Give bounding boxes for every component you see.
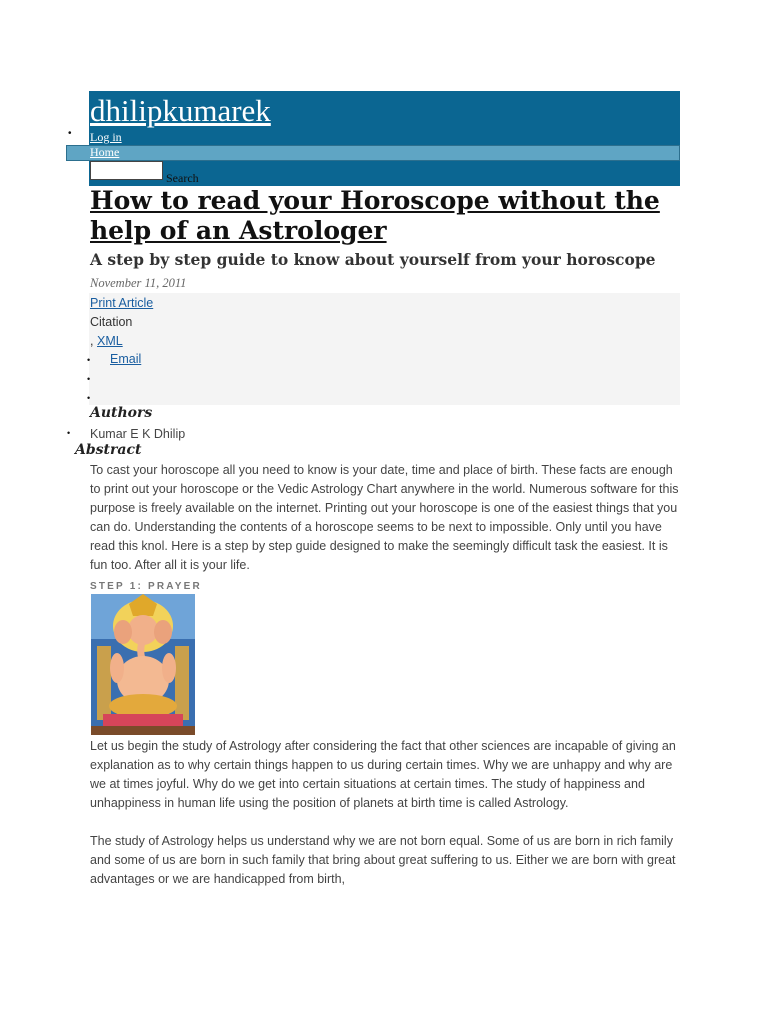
login-link[interactable]: Log in [90, 130, 122, 144]
ganesha-arm-right [162, 653, 176, 683]
nav-bar [66, 145, 680, 161]
ganesha-lotus-base [103, 714, 183, 728]
ganesha-throne-left [97, 646, 111, 720]
empty-list-bullet: • [87, 393, 91, 403]
ganesha-ear-left [114, 620, 132, 644]
site-title-link[interactable]: dhilipkumarek [90, 93, 271, 128]
abstract-heading: Abstract [75, 442, 142, 458]
citation-label: Citation [90, 315, 133, 329]
article-subtitle: A step by step guide to know about yourself from your horoscope [90, 250, 656, 269]
xml-prefix: , [90, 334, 94, 348]
ganesha-ear-right [154, 620, 172, 644]
step-1-paragraph-1: Let us begin the study of Astrology after considering the fact that other sciences are incapable of giving an explanation as to why certain things happen to us during certain times. Why we are unhappy and why are we at times joyful. Why do we get into certain situations at certain times. The study of happiness and unhappiness in human life using the position of planets at birth time is called Astrology. [90, 739, 676, 810]
article-title[interactable]: How to read your Horoscope without the help of an Astrologer [90, 186, 660, 245]
empty-list-bullet: • [87, 374, 91, 384]
authors-heading: Authors [90, 405, 153, 421]
print-article-link[interactable]: Print Article [90, 296, 154, 310]
search-input[interactable] [90, 161, 163, 180]
home-link[interactable]: Home [90, 145, 120, 159]
login-bullet: • [68, 128, 72, 139]
ganesha-throne-right [175, 646, 189, 720]
article-tools-box [89, 293, 680, 405]
ganesha-picture [91, 594, 195, 735]
step-1-heading: STEP 1: PRAYER [90, 581, 202, 592]
xml-link[interactable]: XML [97, 334, 123, 348]
ganesha-floor [91, 726, 195, 735]
author-bullet: • [67, 428, 71, 438]
email-link[interactable]: Email [110, 352, 142, 366]
ganesha-arm-left [110, 653, 124, 683]
step-1-paragraph-2: The study of Astrology helps us understand why we are not born equal. Some of us are born in rich family and some of us are born in such family that bring about great suffering to us. Either we are born with great advantages or we are handicapped from birth, [90, 834, 676, 886]
search-button[interactable]: Search [166, 171, 199, 185]
author-name: Kumar E K Dhilip [90, 427, 186, 441]
email-bullet: • [87, 355, 91, 365]
article-date: November 11, 2011 [90, 276, 187, 290]
abstract-text: To cast your horoscope all you need to know is your date, time and place of birth. These facts are enough to print out your horoscope or the Vedic Astrology Chart anywhere in the world. Numerous software for this purpose is freely available on the internet. Printing out your horoscope is one of the easiest things that you can do. Understanding the contents of a horoscope seems to be next to impossible. Only until you have read this knol. Here is a step by step guide designed to make the seemingly difficult task the easiest. It is fun too. After all it is your life. [90, 463, 679, 572]
